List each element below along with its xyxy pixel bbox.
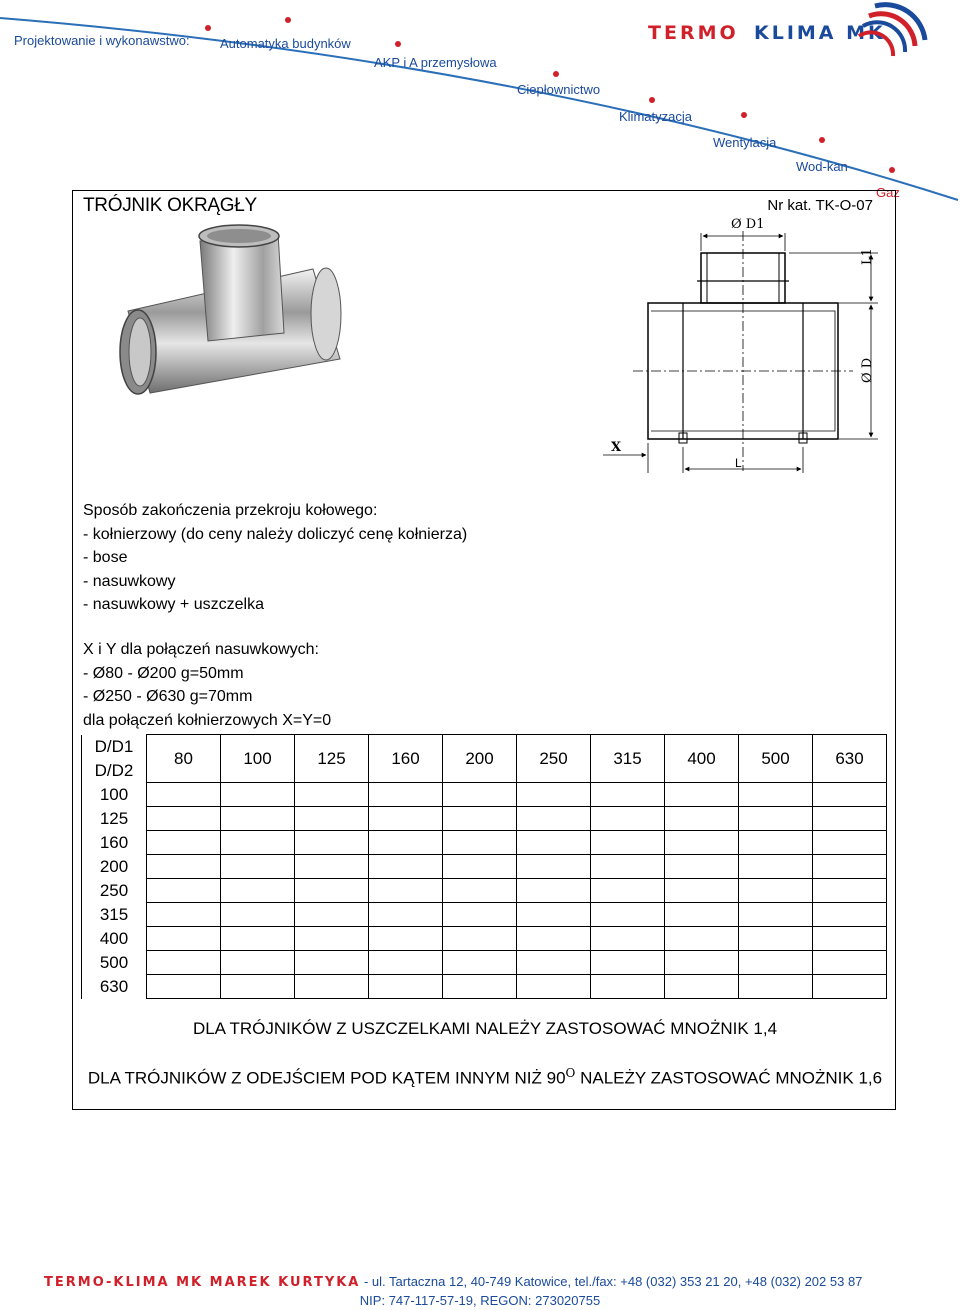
corner-top: D/D1 (94, 736, 134, 756)
table-cell (295, 855, 369, 879)
table-cell (221, 903, 295, 927)
table-cell (813, 879, 887, 903)
table-cell (295, 807, 369, 831)
link-akp[interactable]: AKP i A przemysłowa (374, 55, 497, 70)
row-header: 315 (82, 903, 147, 927)
link-automatyka[interactable]: Automatyka budynków (220, 36, 351, 51)
desc-line: Sposób zakończenia przekroju kołowego: (83, 502, 378, 519)
drawing-branch (701, 253, 785, 303)
xy-description (83, 638, 331, 732)
table-cell (591, 855, 665, 879)
table-cell (221, 927, 295, 951)
table-cell (221, 831, 295, 855)
table-cell (221, 855, 295, 879)
desc-line: - Ø250 - Ø630 g=70mm (83, 688, 253, 705)
label-l1: L1 (860, 248, 875, 265)
desc-line: - nasuwkowy (83, 572, 176, 590)
table-cell (665, 927, 739, 951)
table-cell (147, 831, 221, 855)
arc-dot (649, 97, 655, 103)
table-cell (147, 927, 221, 951)
table-cell (369, 783, 443, 807)
logo-text-klima: KLIMA MK (754, 22, 886, 44)
footer-address: - ul. Tartaczna 12, 40-749 Katowice, tel./fax: +48 (032) 353 21 20, +48 (032) 202 53 87 (360, 1274, 863, 1289)
corner-cell (82, 735, 147, 783)
table-cell (665, 855, 739, 879)
table-cell (813, 975, 887, 999)
label-x: X (611, 440, 622, 455)
table-cell (591, 927, 665, 951)
table-cell (443, 831, 517, 855)
table-cell (295, 927, 369, 951)
column-header: 100 (221, 735, 295, 783)
desc-line: - Ø80 - Ø200 g=50mm (83, 664, 244, 682)
table-cell (517, 831, 591, 855)
catalog-number: Nr kat. TK-O-07 (767, 197, 873, 214)
table-cell (517, 951, 591, 975)
table-cell (369, 975, 443, 999)
table-cell (443, 903, 517, 927)
branch-pipe (200, 233, 284, 341)
table-cell (739, 807, 813, 831)
footer-company-name: TERMO-KLIMA MK MAREK KURTYKA (44, 1275, 361, 1290)
table-cell (517, 879, 591, 903)
table-row (82, 903, 887, 927)
table-cell (517, 927, 591, 951)
multiplier-note-angle (73, 1066, 897, 1089)
table-cell (147, 951, 221, 975)
table-row (82, 879, 887, 903)
table-cell (369, 879, 443, 903)
row-header: 100 (82, 783, 147, 807)
table-cell (443, 927, 517, 951)
table-cell (221, 783, 295, 807)
note-angle-text: DLA TRÓJNIKÓW Z ODEJŚCIEM POD KĄTEM INNYM NIŻ 90 (87, 1068, 566, 1088)
label-d: Ø D (860, 357, 875, 383)
column-header: 315 (591, 735, 665, 783)
table-cell (147, 903, 221, 927)
table-row (82, 783, 887, 807)
table-cell (517, 807, 591, 831)
table-cell (147, 783, 221, 807)
table-cell (739, 879, 813, 903)
table-cell (813, 831, 887, 855)
column-header: 500 (739, 735, 813, 783)
table-cell (295, 951, 369, 975)
table-cell (591, 807, 665, 831)
column-header: 80 (147, 735, 221, 783)
column-header: 250 (517, 735, 591, 783)
footer-nip: NIP: 747-117-57-19, REGON: 273020755 (359, 1293, 601, 1308)
table-cell (591, 879, 665, 903)
table-cell (813, 807, 887, 831)
table-cell (295, 879, 369, 903)
table-row (82, 951, 887, 975)
link-wodkan[interactable]: Wod-kan (796, 159, 848, 174)
table-cell (369, 951, 443, 975)
table-cell (443, 783, 517, 807)
table-cell (813, 783, 887, 807)
table-cell (295, 975, 369, 999)
page-title: TRÓJNIK OKRĄGŁY (83, 195, 257, 216)
link-cieplownictwo[interactable]: Ciepłownictwo (517, 82, 601, 97)
note-angle-text-end: NALEŻY ZASTOSOWAĆ MNOŻNIK 1,6 (575, 1068, 883, 1088)
table-cell (443, 951, 517, 975)
ending-description (83, 499, 467, 617)
table-header-row (82, 735, 887, 783)
column-header: 630 (813, 735, 887, 783)
table-cell (591, 951, 665, 975)
table-cell (147, 975, 221, 999)
table-cell (665, 951, 739, 975)
arc-dot (205, 25, 211, 31)
table-cell (369, 927, 443, 951)
table-cell (443, 975, 517, 999)
table-cell (147, 807, 221, 831)
table-cell (813, 951, 887, 975)
table-cell (739, 903, 813, 927)
column-header: 200 (443, 735, 517, 783)
row-header: 400 (82, 927, 147, 951)
note-angle-degree: O (565, 1066, 576, 1080)
table-cell (739, 975, 813, 999)
table-cell (221, 879, 295, 903)
table-row (82, 831, 887, 855)
column-header: 400 (665, 735, 739, 783)
desc-line: X i Y dla połączeń nasuwkowych: (83, 641, 319, 658)
dimension-table (81, 734, 887, 999)
arc-dot (553, 71, 559, 77)
main-pipe-end-right (311, 268, 341, 360)
link-klimatyzacja[interactable]: Klimatyzacja (619, 109, 692, 124)
table-cell (517, 903, 591, 927)
table-cell (517, 783, 591, 807)
row-header: 160 (82, 831, 147, 855)
corner-bottom: D/D2 (94, 760, 134, 780)
arc-dot (889, 167, 895, 173)
table-cell (739, 855, 813, 879)
table-cell (739, 927, 813, 951)
table-cell (147, 879, 221, 903)
table-row (82, 975, 887, 999)
column-header: 125 (295, 735, 369, 783)
table-row (82, 855, 887, 879)
arc-dot (741, 112, 747, 118)
table-cell (591, 783, 665, 807)
desc-line: - kołnierzowy (do ceny należy doliczyć cenę kołnierza) (83, 525, 468, 543)
table-row (82, 927, 887, 951)
technical-drawing (603, 211, 893, 486)
table-cell (295, 903, 369, 927)
projects-label: Projektowanie i wykonawstwo: (14, 33, 190, 48)
column-header: 160 (369, 735, 443, 783)
desc-line: - nasuwkowy + uszczelka (83, 596, 264, 613)
table-cell (591, 975, 665, 999)
table-cell (221, 975, 295, 999)
desc-line: dla połączeń kołnierzowych X=Y=0 (83, 711, 332, 729)
table-cell (665, 879, 739, 903)
label-d1: Ø D1 (731, 217, 765, 232)
table-cell (295, 783, 369, 807)
table-cell (739, 831, 813, 855)
logo-text-termo: TERMO (648, 22, 739, 44)
table-cell (665, 783, 739, 807)
link-wentylacja[interactable]: Wentylacja (713, 135, 777, 150)
table-cell (147, 855, 221, 879)
link-gaz[interactable]: Gaz (876, 185, 900, 200)
table-cell (443, 879, 517, 903)
table-row (82, 807, 887, 831)
multiplier-note-gaskets: DLA TRÓJNIKÓW Z USZCZELKAMI NALEŻY ZASTOSOWAĆ MNOŻNIK 1,4 (192, 1019, 778, 1038)
table-cell (369, 831, 443, 855)
arc-dot (285, 17, 291, 23)
table-cell (739, 951, 813, 975)
arc-dot (395, 41, 401, 47)
table-cell (665, 807, 739, 831)
row-header: 250 (82, 879, 147, 903)
desc-line: - bose (83, 549, 128, 566)
row-header: 125 (82, 807, 147, 831)
table-cell (591, 903, 665, 927)
row-header: 200 (82, 855, 147, 879)
logo-swoosh-icon (855, 0, 935, 80)
table-cell (221, 951, 295, 975)
table-cell (813, 927, 887, 951)
table-cell (443, 855, 517, 879)
table-cell (517, 975, 591, 999)
table-cell (443, 807, 517, 831)
product-photo (108, 221, 408, 401)
table-cell (591, 831, 665, 855)
row-header: 500 (82, 951, 147, 975)
table-cell (665, 831, 739, 855)
table-cell (739, 783, 813, 807)
table-cell (295, 831, 369, 855)
table-cell (369, 855, 443, 879)
table-cell (813, 855, 887, 879)
table-cell (665, 903, 739, 927)
arc-dot (819, 137, 825, 143)
product-sheet (72, 190, 896, 1110)
table-cell (221, 807, 295, 831)
table-cell (665, 975, 739, 999)
table-cell (517, 855, 591, 879)
table-cell (369, 807, 443, 831)
label-l: L (735, 456, 742, 470)
footer-company (44, 1274, 862, 1290)
table-cell (369, 903, 443, 927)
table-cell (813, 903, 887, 927)
row-header: 630 (82, 975, 147, 999)
